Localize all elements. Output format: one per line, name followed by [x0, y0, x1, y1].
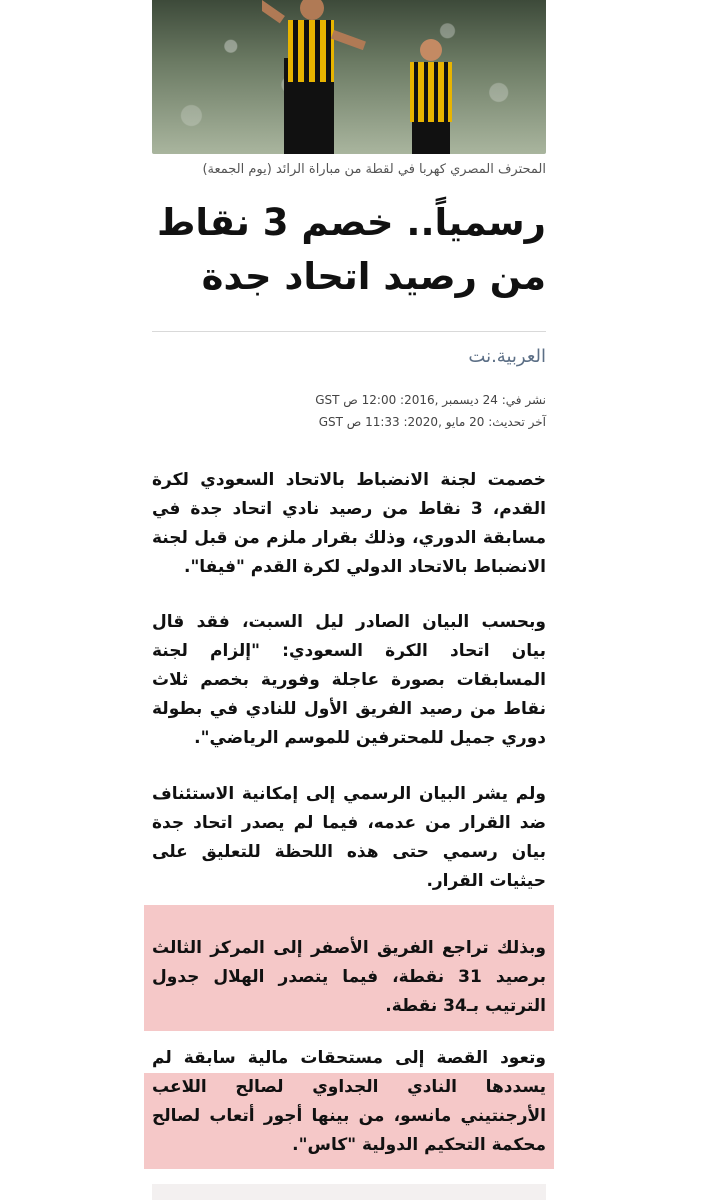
article-photo: [152, 0, 546, 154]
updated-date: آخر تحديث: 20 مايو ,2020: 11:33 ص GST: [318, 415, 546, 429]
paragraph-4: وبذلك تراجع الفريق الأصفر إلى المركز الثالث برصيد 31 نقطة، فيما يتصدر الهلال جدول الترتيب بـ34 نقطة.: [152, 938, 546, 1016]
published-date: نشر في: 24 ديسمبر ,2016: 12:00 ص GST: [315, 393, 546, 407]
paragraph-1: خصمت لجنة الانضباط بالاتحاد السعودي لكرة القدم، 3 نقاط من رصيد نادي اتحاد جدة في مسابقة الدوري، وذلك بقرار ملزم من قبل لجنة الانضباط بالاتحاد الدولي لكرة القدم "فيفا".: [152, 470, 546, 577]
next-block-edge: [152, 1184, 546, 1200]
source-link[interactable]: العربية.نت: [468, 346, 546, 367]
paragraph-2: وبحسب البيان الصادر ليل السبت، فقد قال بيان اتحاد الكرة السعودي: "إلزام لجنة المسابقات بصورة عاجلة وفورية بخصم ثلاث نقاط من رصيد الفريق الأول للنادي في بطولة دوري جميل للمحترفين للموسم الرياضي".: [152, 612, 546, 748]
paragraph-3: ولم يشر البيان الرسمي إلى إمكانية الاستئناف ضد القرار من عدمه، فيما لم يصدر اتحاد جدة بيان رسمي حتى هذه اللحظة للتعليق على حيثيات القرار.: [152, 784, 546, 891]
article-headline: رسمياً.. خصم 3 نقاط من رصيد اتحاد جدة: [157, 201, 546, 298]
player-figure-background: [392, 38, 472, 154]
paragraph-5: وتعود القصة إلى مستحقات مالية سابقة لم يسددها النادي الجداوي لصالح اللاعب الأرجنتيني مانسو، من بينها أجور أتعاب لصالح محكمة التحكيم الدولية "كاس".: [152, 1048, 546, 1155]
player-figure-main: [262, 0, 372, 154]
photo-caption: المحترف المصري كهربا في لقطة من مباراة الرائد (يوم الجمعة): [202, 162, 546, 177]
divider: [152, 331, 546, 332]
article-column: [152, 0, 546, 1200]
